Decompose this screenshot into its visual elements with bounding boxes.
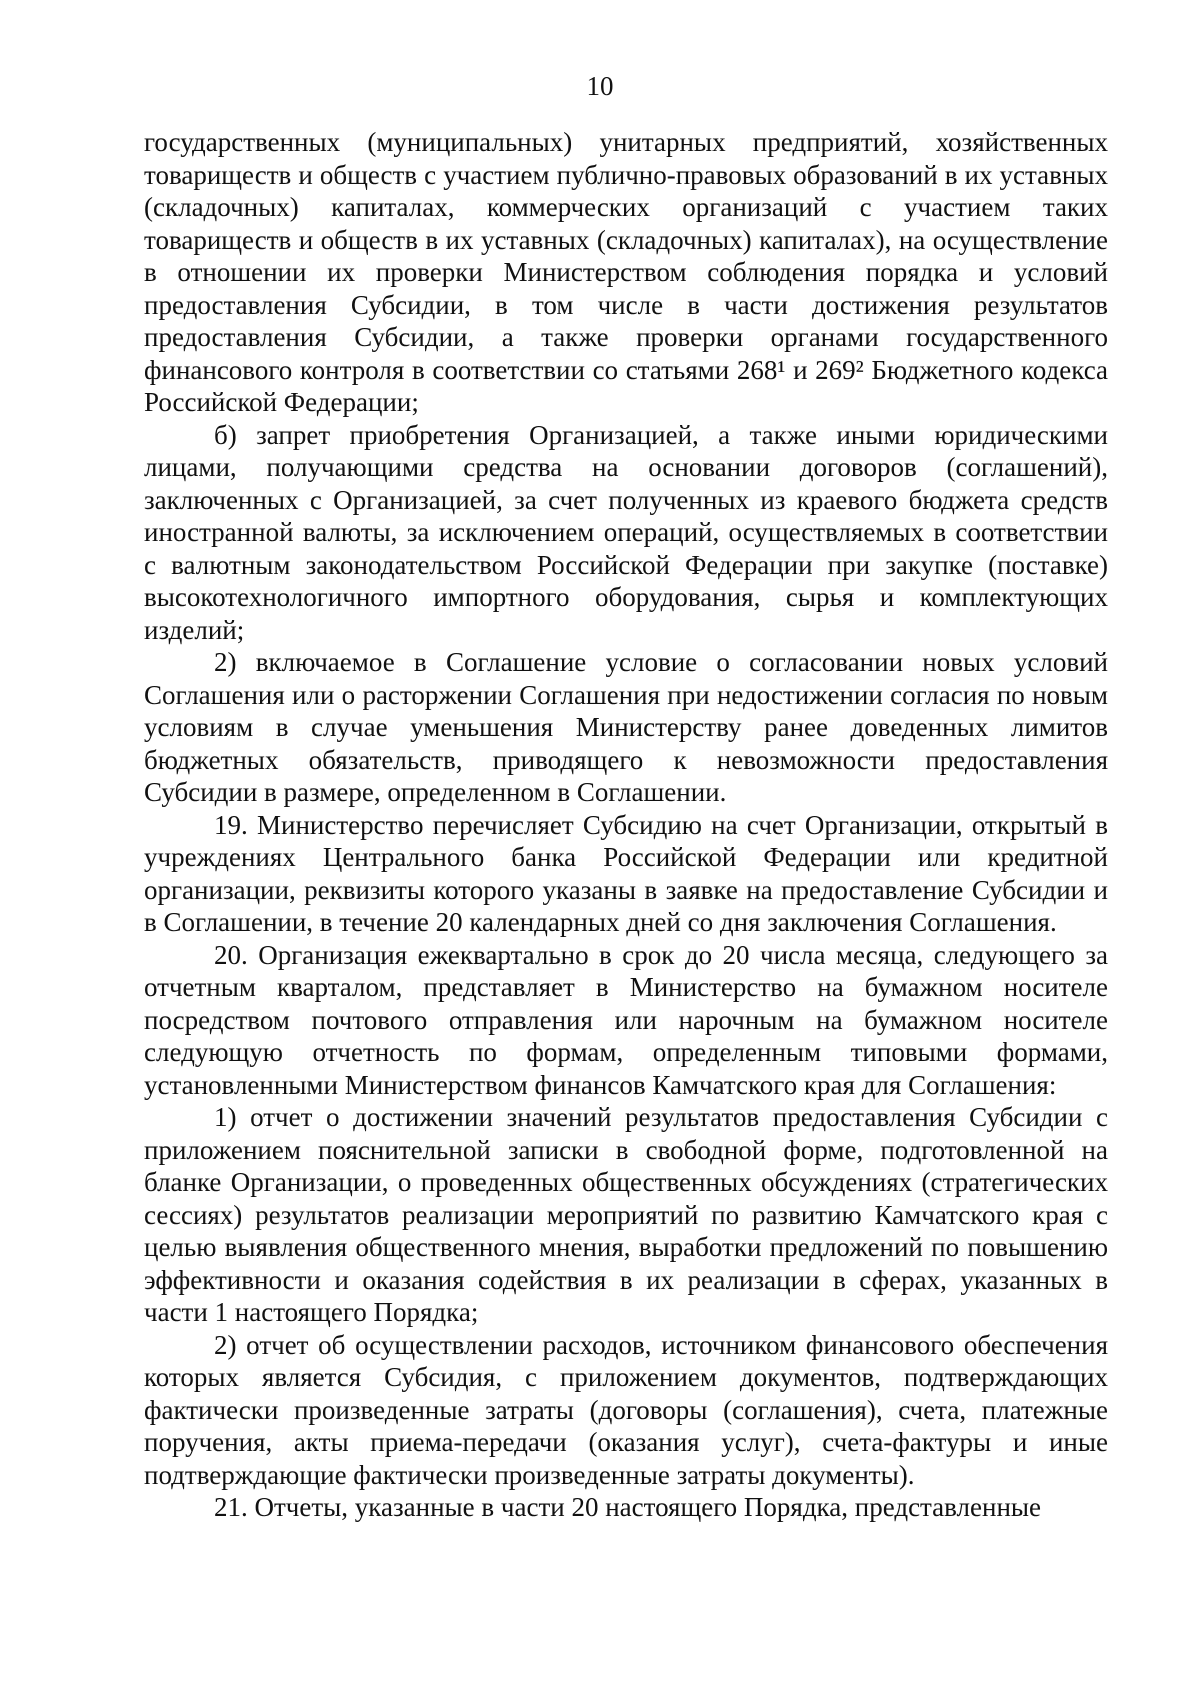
- paragraph-clause-20: 20. Организация ежеквартально в срок до 20 числа месяца, следующего за отчетным кварталом, представляет в Министерство на бумажном носителе посредством почтового отправления или нарочным на бумажном носителе следующую отчетность по формам, определенным типовыми формами, установленными Министерством финансов Камчатского края для Соглашения:: [144, 939, 1108, 1100]
- paragraph-report-2: 2) отчет об осуществлении расходов, источником финансового обеспечения которых является Субсидия, с приложением документов, подтверждающих фактически произведенные затраты (договоры (соглашения), счета, платежные поручения, акты приема-передачи (оказания услуг), счета-фактуры и иные подтверждающие фактически произведенные затраты документы).: [144, 1329, 1108, 1490]
- document-body: [144, 126, 1108, 1524]
- paragraph-clause-19: 19. Министерство перечисляет Субсидию на счет Организации, открытый в учреждениях Центрального банка Российской Федерации или кредитной организации, реквизиты которого указаны в заявке на предоставление Субсидии и в Соглашении, в течение 20 календарных дней со дня заключения Соглашения.: [144, 809, 1108, 937]
- page-number: 10: [586, 71, 614, 101]
- paragraph-continuation: государственных (муниципальных) унитарных предприятий, хозяйственных товариществ и обществ с участием публично-правовых образований в их уставных (складочных) капиталах, коммерческих организаций с участием таких товариществ и обществ в их уставных (складочных) капиталах), на осуществление в отношении их проверки Министерством соблюдения порядка и условий предоставления Субсидии, в том числе в части достижения результатов предоставления Субсидии, а также проверки органами государственного финансового контроля в соответствии со статьями 268¹ и 269² Бюджетного кодекса Российской Федерации;: [144, 127, 1108, 417]
- paragraph-clause-21: 21. Отчеты, указанные в части 20 настоящего Порядка, представленные: [214, 1492, 1042, 1522]
- paragraph-item-2: 2) включаемое в Соглашение условие о согласовании новых условий Соглашения или о расторжении Соглашения при недостижении согласия по новым условиям в случае уменьшения Министерству ранее доведенных лимитов бюджетных обязательств, приводящего к невозможности предоставления Субсидии в размере, определенном в Соглашении.: [144, 647, 1108, 807]
- paragraph-report-1: 1) отчет о достижении значений результатов предоставления Субсидии с приложением пояснительной записки в свободной форме, подготовленной на бланке Организации, о проведенных общественных обсуждениях (стратегических сессиях) результатов реализации мероприятий по развитию Камчатского края с целью выявления общественного мнения, выработки предложений по повышению эффективности и оказания содействия в их реализации в сферах, указанных в части 1 настоящего Порядка;: [144, 1102, 1108, 1327]
- paragraph-item-b: б) запрет приобретения Организацией, а также иными юридическими лицами, получающими средства на основании договоров (соглашений), заключенных с Организацией, за счет полученных из краевого бюджета средств иностранной валюты, за исключением операций, осуществляемых в соответствии с валютным законодательством Российской Федерации при закупке (поставке) высокотехнологичного импортного оборудования, сырья и комплектующих изделий;: [144, 419, 1108, 645]
